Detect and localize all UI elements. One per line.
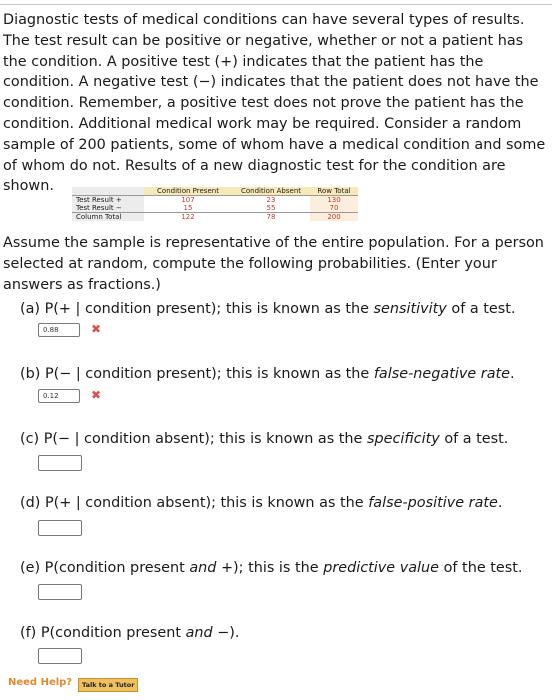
question-d [20,494,502,512]
answer-input-c[interactable] [38,455,82,471]
question-text: (a) P(+ | condition present); this is known as the [20,301,374,317]
table-row [72,213,358,222]
question-term: false-positive rate [368,495,498,511]
answer-input-b[interactable] [38,389,80,403]
answer-input-a[interactable] [38,323,80,337]
table-cell: 15 [183,204,193,212]
col-header-total: Row Total [310,187,358,196]
table-corner [72,187,144,196]
row-label: Test Result − [72,204,144,213]
incorrect-x-icon: ✖ [91,322,102,336]
table-row [72,196,358,205]
question-text: of a test. [439,431,509,447]
question-term: and [185,625,213,641]
question-text: +); this is the [216,560,324,576]
table-cell: 23 [266,196,276,204]
incorrect-x-icon: ✖ [91,388,102,402]
table-cell: 55 [266,204,276,212]
col-header-absent: Condition Absent [232,187,310,196]
question-term: and [189,560,217,576]
question-text: . [497,495,503,511]
instructions: Assume the sample is representative of the entire population. For a person selected at random, compute the following probabilities. (Enter your answers as fractions.) [3,235,544,293]
table-header-row [72,187,358,196]
problem-intro: Diagnostic tests of medical conditions can have several types of results. The test result can be positive or negative, whether or not a patient has the condition. A positive test (+) indicates that the patient has the condition. A negative test (−) indicates that the patient does not have the condition. Remember, a positive test does not prove the patient has the condition. Additional medical work may be required. Consider a random sample of 200 patients, some of whom have a medical condition and some of whom do not. Results of a new diagnostic test for the condition are shown. [3,12,546,195]
question-text: (b) P(− | condition present); this is known as the [20,366,374,382]
talk-to-tutor-button[interactable]: Talk to a Tutor [78,678,138,692]
question-text: (e) P(condition present [20,560,190,576]
question-e [20,559,522,577]
question-term: specificity [366,431,440,447]
contingency-table [72,187,358,221]
question-text: (d) P(+ | condition absent); this is known as the [20,495,369,511]
question-term: sensitivity [373,301,447,317]
table-cell: 122 [144,213,232,222]
need-help-label: Need Help? [8,677,73,688]
answer-input-f[interactable] [38,648,82,664]
table-cell: 70 [310,204,358,213]
question-a [20,300,515,318]
table-cell: 78 [232,213,310,222]
answer-input-e[interactable] [38,584,82,600]
table-row [72,204,358,213]
question-term: false-negative rate [373,366,511,382]
row-label: Column Total [72,213,144,222]
table-cell: 200 [310,213,358,222]
row-label: Test Result + [72,196,144,205]
table-cell: 107 [181,196,195,204]
question-text: of the test. [439,560,523,576]
question-f [20,624,239,642]
question-text: −). [212,625,240,641]
answer-input-d[interactable] [38,520,82,536]
col-header-present: Condition Present [144,187,232,196]
question-b [20,365,515,383]
top-divider [0,0,552,5]
question-text: (f) P(condition present [20,625,186,641]
question-term: predictive value [323,560,440,576]
question-text: . [510,366,515,382]
question-text: of a test. [446,301,516,317]
question-text: (c) P(− | condition absent); this is known as the [20,431,367,447]
table-cell: 130 [310,196,358,205]
question-c [20,430,508,448]
